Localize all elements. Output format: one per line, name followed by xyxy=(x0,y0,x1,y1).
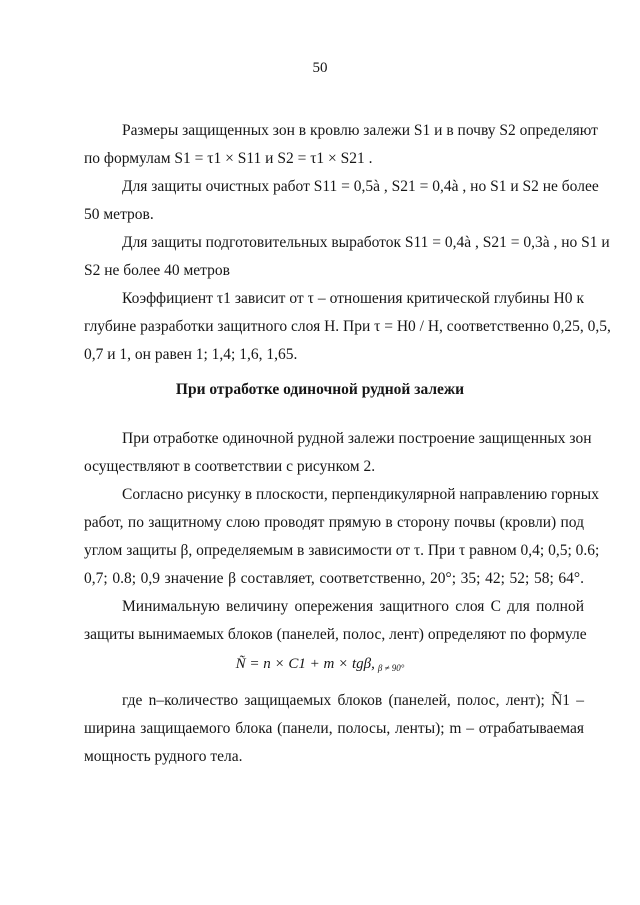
formula-expression: Ñ = n × C1 + m × tgβ, xyxy=(235,656,375,672)
page-number: 50 xyxy=(312,60,328,76)
paragraph-line: работ, по защитному слою проводят прямую в сторону почвы (кровли) под xyxy=(84,514,584,531)
paragraph-line: глубине разработки защитного слоя H. При τ = H0 / H, соответственно 0,25, 0,5, xyxy=(84,318,611,335)
formula-condition: β ≠ 90° xyxy=(377,663,405,673)
paragraph-line: Согласно рисунку в плоскости, перпендикулярной направлению горных xyxy=(122,486,599,503)
paragraph-line: углом защиты β, определяемым в зависимости от τ. При τ равном 0,4; 0,5; 0.6; xyxy=(84,542,600,559)
section-heading: При отработке одиночной рудной залежи xyxy=(175,381,465,398)
paragraph-line: мощность рудного тела. xyxy=(84,748,243,765)
paragraph-line: осуществляют в соответствии с рисунком 2. xyxy=(84,458,376,475)
paragraph-line: Для защиты подготовительных выработок S11 = 0,4à , S21 = 0,3à , но S1 и xyxy=(122,234,610,251)
paragraph-line: ширина защищаемого блока (панели, полосы, ленты); m – отрабатываемая xyxy=(84,720,584,737)
paragraph-line: При отработке одиночной рудной залежи построение защищенных зон xyxy=(122,430,592,447)
paragraph-line: Размеры защищенных зон в кровлю залежи S1 и в почву S2 определяют xyxy=(122,122,598,139)
paragraph-line: Коэффициент τ1 зависит от τ – отношения критической глубины H0 к xyxy=(122,290,584,307)
paragraph-line: 0,7; 0.8; 0,9 значение β составляет, соответственно, 20°; 35; 42; 52; 58; 64°. xyxy=(84,570,584,587)
paragraph-line: где n–количество защищаемых блоков (панелей, полос, лент); Ñ1 – xyxy=(122,692,584,709)
paragraph-line: S2 не более 40 метров xyxy=(84,262,230,279)
paragraph-line: Минимальную величину опережения защитного слоя C для полной xyxy=(122,598,584,615)
formula xyxy=(0,656,640,673)
paragraph-line: Для защиты очистных работ S11 = 0,5à , S21 = 0,4à , но S1 и S2 не более xyxy=(122,178,599,195)
paragraph-line: по формулам S1 = τ1 × S11 и S2 = τ1 × S21 . xyxy=(84,150,373,167)
paragraph-line: 0,7 и 1, он равен 1; 1,4; 1,6, 1,65. xyxy=(84,346,298,363)
paragraph-line: 50 метров. xyxy=(84,206,154,223)
paragraph-line: защиты вынимаемых блоков (панелей, полос, лент) определяют по формуле xyxy=(84,626,587,643)
